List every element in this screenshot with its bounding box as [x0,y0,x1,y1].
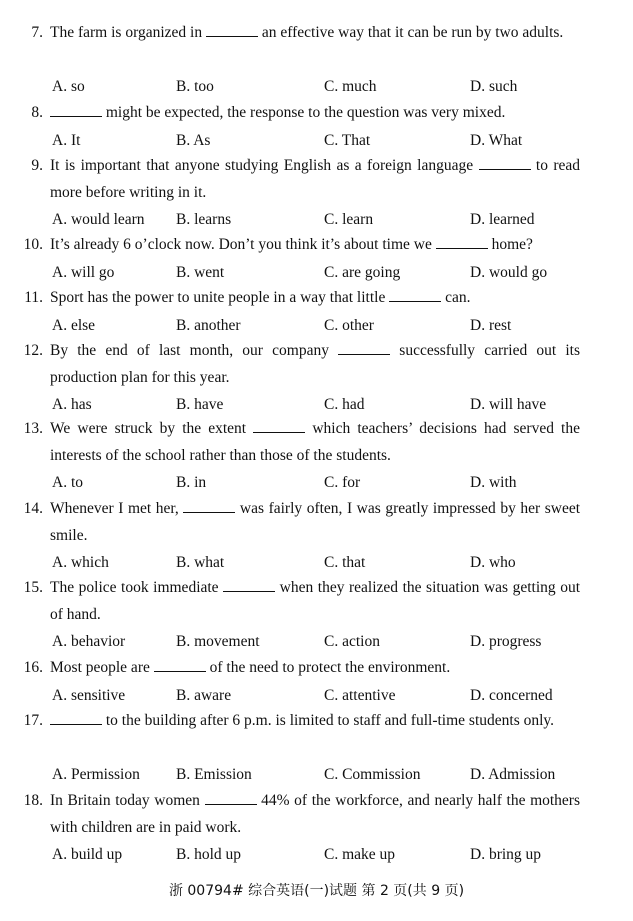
option-a: A. to [52,474,83,491]
question-number: 16. [23,659,43,676]
answer-blank [50,723,102,725]
stem-text-after: was fairly often, I was greatly impressed by her sweet smile. [50,500,581,544]
option-b: B. movement [176,633,260,650]
option-a: A. which [52,554,109,571]
stem-text-before: Whenever I met her, [50,500,179,517]
stem-text-before: The police took immediate [50,579,219,596]
option-row [0,764,633,786]
answer-blank [389,300,441,302]
question-stem [50,20,580,47]
answer-blank [154,670,206,672]
option-d: D. What [470,131,523,149]
option-row [0,685,633,707]
question-number: 15. [23,579,43,596]
option-c: C. had [324,396,365,413]
question-number: 10. [23,236,43,253]
option-c: C. for [324,474,361,491]
option-row [0,262,633,284]
option-c: C. much [324,78,377,95]
option-a: A. else [52,316,96,334]
stem-text-after: can. [445,289,471,306]
option-d: D. who [470,554,516,571]
answer-blank [223,590,275,592]
option-a: A. would learn [52,211,145,228]
answer-blank [183,511,235,513]
stem-text-after: of the need to protect the environment. [209,659,451,676]
answer-blank [50,115,102,117]
stem-text-after: an effective way that it can be run by two adults. [261,24,564,41]
option-a: A. so [52,78,85,95]
option-d: D. such [470,78,518,95]
option-row [0,76,633,98]
question-stem [50,496,580,549]
option-d: D. Admission [470,766,556,783]
question-number: 7. [31,24,43,41]
option-c: C. learn [324,211,374,228]
question-stem [50,285,580,312]
option-d: D. with [470,474,517,491]
option-row [0,315,633,337]
option-row [0,844,633,866]
question-number: 12. [23,342,43,359]
question-stem [50,100,580,127]
question-stem [50,153,580,206]
option-a: A. will go [52,263,115,281]
option-b: B. what [176,554,225,571]
question-stem [50,416,580,469]
option-d: D. learned [470,211,535,228]
stem-text-before: In Britain today women [50,792,200,809]
answer-blank [206,35,258,37]
answer-blank [436,247,488,249]
option-b: B. As [176,131,211,149]
option-row [0,209,633,231]
option-d: D. progress [470,633,542,650]
option-d: D. will have [470,396,547,413]
option-row [0,472,633,494]
option-c: C. make up [324,846,396,863]
question-stem [50,655,580,682]
stem-text-before: The farm is organized in [50,24,203,41]
stem-text-after: to read more before writing in it. [50,157,581,201]
stem-text-after: which teachers’ decisions had served the interests of the school rather than those of the students. [50,420,580,464]
answer-blank [253,431,305,433]
question-number: 11. [24,289,43,306]
option-c: C. are going [324,263,401,281]
option-c: C. that [324,554,366,571]
option-row [0,394,633,416]
stem-text-after: might be expected, the response to the question was very mixed. [105,104,506,121]
option-a: A. Permission [52,766,140,783]
stem-text-before: It’s already 6 o’clock now. Don’t you think it’s about time we [50,236,432,253]
stem-text-before: Sport has the power to unite people in a way that little [50,289,386,306]
option-b: B. aware [176,686,232,704]
option-a: A. build up [52,846,123,863]
option-d: D. would go [470,263,548,281]
option-row [0,552,633,574]
option-row [0,631,633,653]
question-stem [50,338,580,391]
option-c: C. That [324,131,371,149]
stem-text-after: home? [491,236,533,253]
question-number: 8. [31,104,43,121]
question-number: 18. [23,792,43,809]
option-b: B. hold up [176,846,242,863]
option-b: B. have [176,396,224,413]
question-number: 17. [23,712,43,729]
option-b: B. another [176,316,241,334]
question-stem [50,708,580,735]
page-footer: 浙 00794# 综合英语(一)试题 第 2 页(共 9 页) [168,883,465,899]
option-c: C. Commission [324,766,421,783]
stem-text-after: when they realized the situation was getting out of hand. [50,579,581,623]
option-c: C. attentive [324,686,396,704]
option-b: B. Emission [176,766,252,783]
option-b: B. learns [176,211,232,228]
option-b: B. too [176,78,214,95]
option-row [0,130,633,152]
answer-blank [205,803,257,805]
option-b: B. in [176,474,207,491]
option-a: A. has [52,396,92,413]
option-a: A. sensitive [52,686,126,704]
option-d: D. rest [470,316,512,334]
option-a: A. behavior [52,633,126,650]
stem-text-after: successfully carried out its production plan for this year. [50,342,581,386]
option-d: D. concerned [470,686,553,704]
answer-blank [338,353,390,355]
answer-blank [479,168,531,170]
question-stem [50,575,580,628]
question-number: 14. [23,500,43,517]
stem-text-before: We were struck by the extent [50,420,247,437]
option-b: B. went [176,263,225,281]
stem-text-before: It is important that anyone studying English as a foreign language [50,157,474,174]
option-c: C. other [324,316,374,334]
question-stem [50,788,580,841]
option-d: D. bring up [470,846,542,863]
question-number: 9. [31,157,43,174]
stem-text-before: By the end of last month, our company [50,342,329,359]
option-a: A. It [52,131,81,149]
stem-text-after: to the building after 6 p.m. is limited to staff and full-time students only. [105,712,555,729]
option-c: C. action [324,633,380,650]
question-stem [50,232,580,259]
question-number: 13. [23,420,43,437]
stem-text-before: Most people are [50,659,150,676]
stem-text-after: 44% of the workforce, and nearly half the mothers with children are in paid work. [50,792,581,836]
